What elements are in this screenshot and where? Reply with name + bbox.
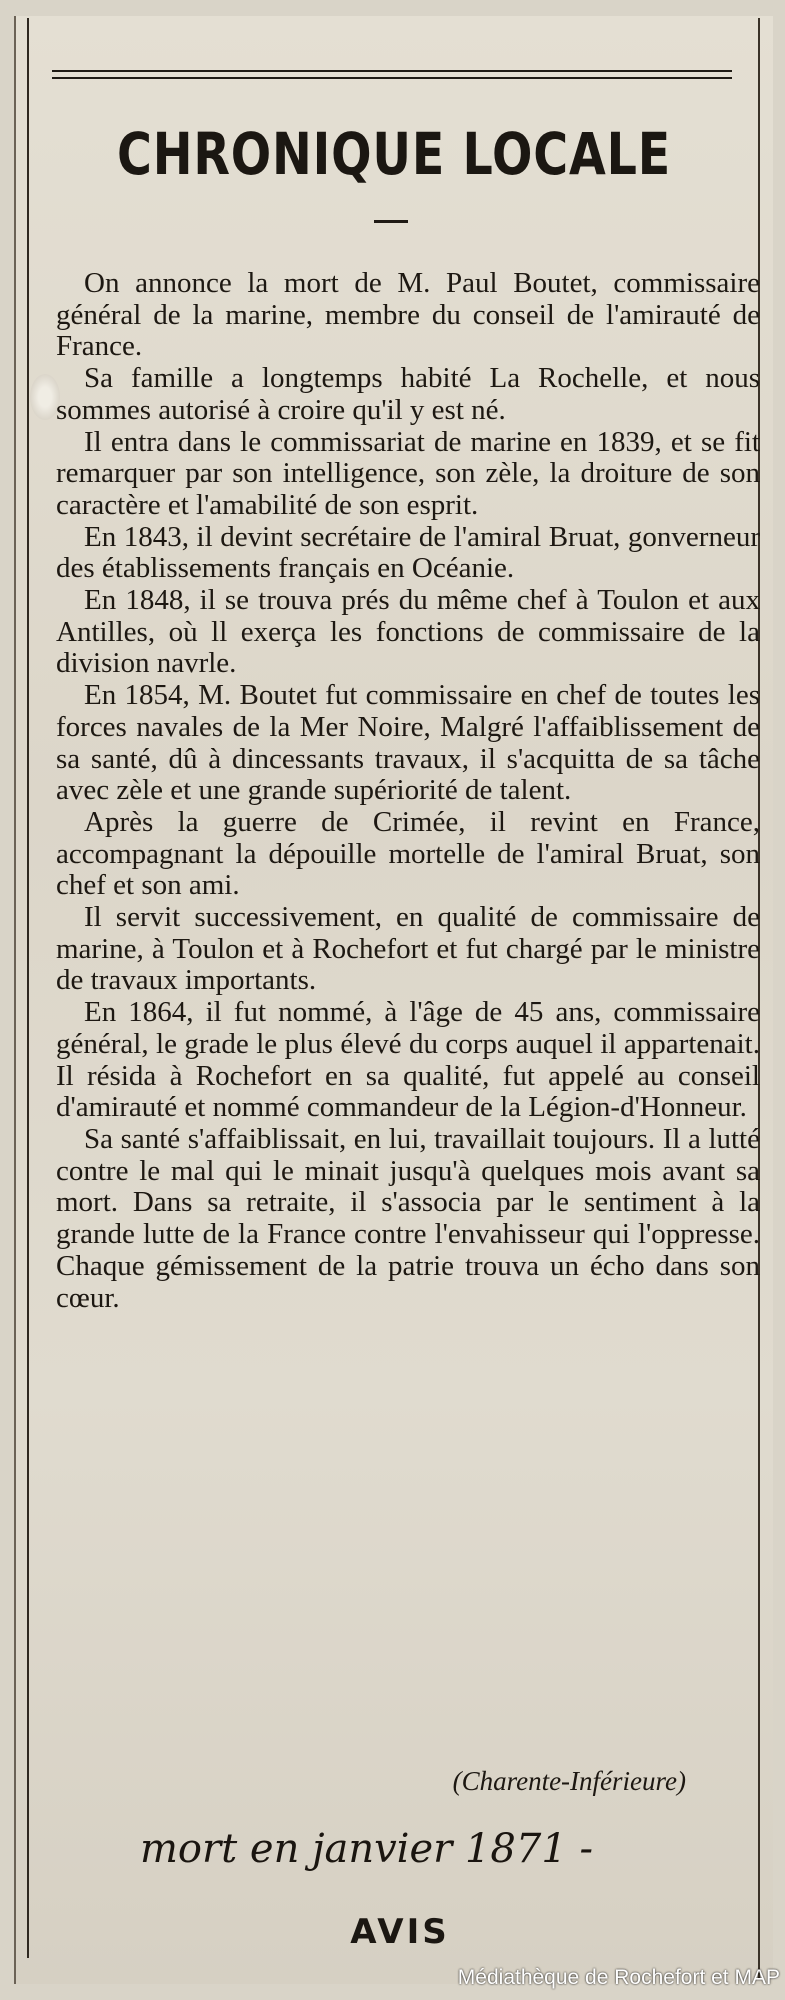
paragraph: En 1864, il fut nommé, à l'âge de 45 ans, commissaire général, le grade le plus élevé du corps auquel il appartenait. Il résida à Rochefort en sa qualité, fut appelé au conseil d'amirauté et nommé commandeur de la Légion-d'Honneur. [56, 996, 760, 1124]
title-divider [374, 220, 408, 223]
section-title: CHRONIQUE LOCALE [116, 120, 672, 188]
paragraph: En 1854, M. Boutet fut commissaire en chef de toutes les forces navales de la Mer Noire, Malgré l'affaiblissement de sa santé, dû à dincessants travaux, il s'acquitta de sa tâche avec zèle et une grande supériorité de talent. [56, 679, 760, 807]
paragraph: En 1843, il devint secrétaire de l'amiral Bruat, gonverneur des établissements français en Océanie. [56, 520, 760, 585]
paragraph: Sa famille a longtemps habité La Rochelle, et nous sommes autorisé à croire qu'il y est né. [56, 362, 760, 426]
top-rule-double [52, 77, 732, 79]
paragraph: Sa santé s'affaiblissait, en lui, travaillait toujours. Il a lutté contre le mal qui le minait jusqu'à quelques mois avant sa mort. Dans sa retraite, il s'associa par le sentiment à la grande lutte de la France contre l'envahisseur qui l'oppresse. Chaque gémissement de la patrie trouva un écho dans son cœur. [56, 1122, 760, 1314]
watermark: Médiathèque de Rochefort et MAP [457, 1966, 780, 1989]
handwritten-note-text: mort en janvier 1871 - [140, 1826, 594, 1872]
paragraph: Il entra dans le commissariat de marine en 1839, et se fit remarquer par son intelligence, son zèle, la droiture de son caractère et l'amabilité de son esprit. [56, 425, 760, 521]
column-rule-left [27, 18, 29, 1958]
next-heading: AVIS [350, 1912, 450, 1952]
top-rule [52, 70, 732, 72]
paragraph: Après la guerre de Crimée, il revint en France, accompagnant la dépouille mortelle de l'amiral Bruat, son chef et son ami. [56, 805, 760, 902]
source-attribution: (Charente-Inférieure) [452, 1766, 686, 1796]
handwritten-note [140, 1800, 610, 1890]
paragraph: En 1848, il se trouva prés du même chef à Toulon et aux Antilles, où ll exerça les fonctions de commissaire de la division navrle. [56, 584, 760, 680]
paragraph: On annonce la mort de M. Paul Boutet, commissaire général de la marine, membre du conseil de l'amirauté de France. [56, 267, 760, 363]
obituary-article [56, 268, 760, 1314]
paragraph: Il servit successivement, en qualité de commissaire de marine, à Toulon et à Rochefort et fut chargé par le ministre de travaux importants. [56, 901, 760, 997]
